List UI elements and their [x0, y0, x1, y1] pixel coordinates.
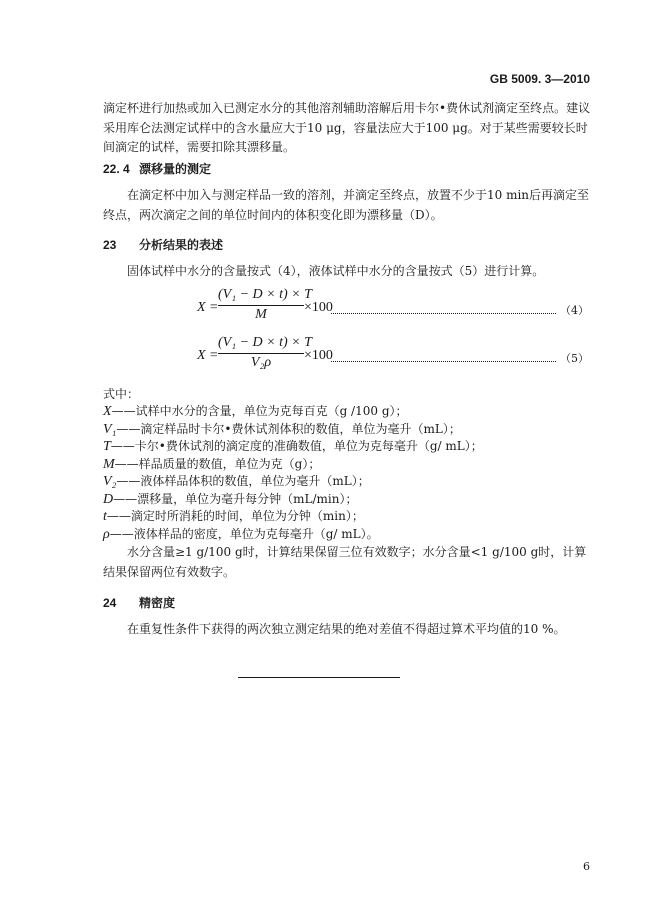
- section-23-heading: [103, 236, 223, 253]
- formula-lhs: X =: [197, 300, 219, 315]
- fraction-bar: [218, 305, 304, 306]
- symbol-item: [103, 491, 483, 509]
- formula-5: [0, 335, 650, 375]
- formula-multiplier: ×100: [304, 300, 333, 315]
- formula-multiplier: ×100: [304, 348, 333, 363]
- section-24-paragraph: 在重复性条件下获得的两次独立测定结果的绝对差值不得超过算术平均值的10 %。: [127, 622, 566, 636]
- section-23-paragraph: 固体试样中水分的含量按式（4），液体试样中水分的含量按式（5）进行计算。: [127, 264, 545, 278]
- section-number: 22. 4: [103, 162, 130, 176]
- symbol-description: ——液体样品体积的数值，单位为毫升（mL）；: [116, 474, 370, 488]
- leader-dots: [331, 361, 556, 362]
- symbol: V₂: [103, 474, 117, 489]
- symbol-item: [103, 456, 483, 474]
- fraction-bar: [218, 353, 304, 354]
- standard-number: GB 5009. 3—2010: [489, 72, 590, 86]
- symbol: D: [103, 491, 114, 507]
- formula-fraction: [218, 287, 312, 323]
- symbol-description: ——样品质量的数值，单位为克（g）；: [114, 456, 321, 471]
- section-22-4-paragraph: 在滴定杯中加入与测定样品一致的溶剂，并滴定至终点，放置不少于10 min后再滴定至终点，两次滴定之间的单位时间内的体积变化即为漂移量（D）。: [103, 188, 590, 222]
- intro-paragraph: 滴定杯进行加热或加入已测定水分的其他溶剂辅助溶解后用卡尔•费休试剂滴定至终点。建议采用库仑法测定试样中的含水量应大于10 μg，容量法应大于100 μg。对于某些需要较长时间滴定的试样，需要扣除其漂移量。: [103, 101, 591, 154]
- result-note: 水分含量≥1 g/100 g时，计算结果保留三位有效数字；水分含量<1 g/100 g时，计算结果保留两位有效数字。: [103, 545, 587, 579]
- symbol-description: ——漂移量，单位为毫升每分钟（mL/min）；: [113, 491, 358, 506]
- formula-denominator: M: [255, 307, 267, 322]
- page-number: 6: [583, 860, 590, 873]
- symbol: t: [103, 509, 107, 524]
- formula-lhs: X =: [197, 348, 219, 363]
- section-title: 漂移量的测定: [139, 162, 212, 176]
- section-number: 23: [103, 238, 117, 252]
- formula-denominator: V₂ρ: [250, 355, 272, 370]
- symbol-description: ——液体样品的密度，单位为克每毫升（g/ mL）。: [109, 526, 379, 541]
- symbol-description: ——滴定样品时卡尔•费休试剂体积的数值，单位为毫升（mL）；: [116, 421, 461, 436]
- leader-dots: [331, 313, 556, 314]
- symbol-item: [103, 508, 483, 526]
- symbol-item: [103, 421, 483, 439]
- section-number: 24: [103, 596, 117, 610]
- symbol-list: [103, 403, 483, 543]
- formula-4: [0, 287, 650, 327]
- symbol-item: [103, 403, 483, 421]
- section-24-heading: [103, 594, 175, 611]
- end-rule: [238, 677, 400, 678]
- symbol: M: [103, 456, 115, 472]
- symbol-description: ——试样中水分的含量，单位为克每百克（g /100 g）；: [111, 404, 408, 418]
- formula-number: （5）: [560, 352, 589, 365]
- symbol: ρ: [103, 526, 110, 542]
- formula-numerator: (V₁ − D × t) × T: [218, 335, 312, 350]
- symbol-description: ——卡尔•费休试剂的滴定度的准确数值，单位为克每毫升（g/ mL）；: [110, 439, 483, 453]
- formula-numerator: (V₁ − D × t) × T: [218, 287, 312, 302]
- symbol-item: [103, 526, 483, 544]
- symbol-item: [103, 473, 483, 491]
- formula-number: （4）: [560, 304, 589, 317]
- formula-fraction: [218, 335, 312, 371]
- symbol-item: [103, 438, 483, 456]
- symbol: T: [103, 439, 111, 454]
- symbol-description: ——滴定时所消耗的时间，单位为分钟（min）；: [106, 509, 364, 523]
- symbol: X: [103, 404, 112, 419]
- section-22-4-heading: [103, 160, 211, 177]
- symbol: V₁: [103, 421, 117, 437]
- section-title: 分析结果的表述: [139, 238, 224, 252]
- section-title: 精密度: [139, 596, 176, 610]
- where-label: 式中：: [103, 387, 140, 401]
